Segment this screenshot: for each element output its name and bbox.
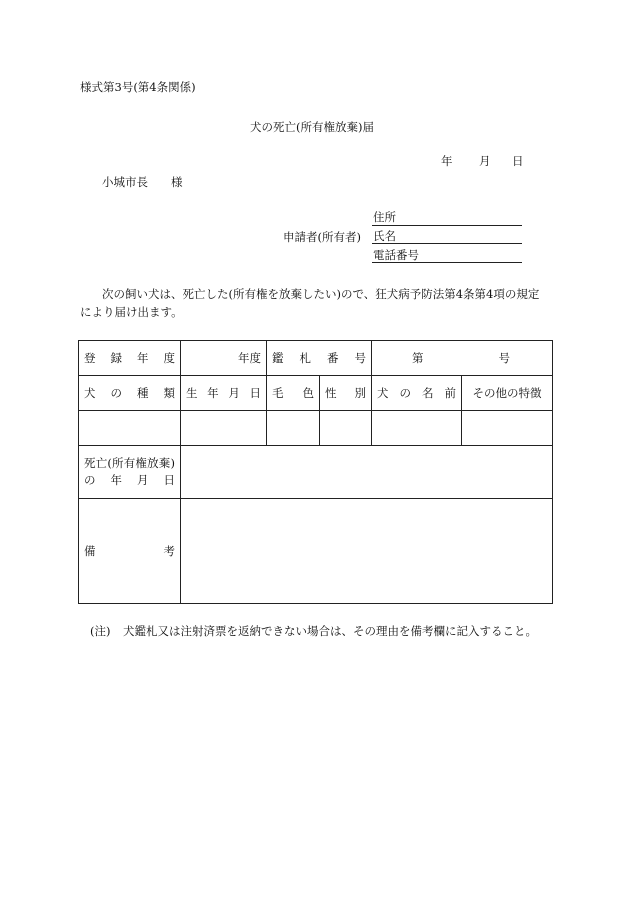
number-suffix: 号: [498, 351, 510, 365]
dog-name-header-char: 犬: [377, 386, 389, 400]
birthdate-header-char: 生: [186, 386, 198, 400]
sex-header-char: 性: [325, 386, 337, 400]
tag-number-input-cell[interactable]: [372, 341, 553, 376]
death-date-label: 死亡(所有権放棄)の年月日: [84, 456, 175, 487]
date-day-label: 日: [512, 154, 524, 168]
death-date-input-cell[interactable]: [181, 446, 553, 499]
name-label: 氏名: [373, 229, 396, 243]
body-text-line-2: により届け出ます。: [80, 305, 183, 319]
dog-name-header-cell: [372, 376, 462, 411]
phone-field-line[interactable]: [372, 262, 522, 263]
body-text-line-1: 次の飼い犬は、死亡した(所有権を放棄したい)ので、狂犬病予防法第4条第4項の規定: [102, 287, 540, 301]
phone-label: 電話番号: [373, 248, 419, 262]
coat-color-header-cell: [267, 376, 320, 411]
sex-input-cell[interactable]: [320, 411, 372, 446]
date-month-label: 月: [479, 154, 491, 168]
addressee-honorific: 様: [171, 175, 183, 189]
death-date-label-cell: [79, 446, 181, 499]
breed-input-cell[interactable]: [79, 411, 181, 446]
dog-name-input-cell[interactable]: [372, 411, 462, 446]
coat-color-header-char: 色: [302, 386, 314, 400]
remarks-label-char: 備: [84, 544, 96, 558]
other-features-input-cell[interactable]: [462, 411, 553, 446]
addressee-name: 小城市長: [102, 175, 148, 189]
registration-year-label-cell: [79, 341, 181, 376]
death-date-row: [79, 446, 553, 499]
document-title: 犬の死亡(所有権放棄)届: [250, 120, 374, 134]
form-number: 様式第3号(第4条関係): [80, 80, 196, 94]
sex-header-char: 別: [354, 386, 366, 400]
birthdate-input-cell[interactable]: [181, 411, 267, 446]
dog-name-header-char: 名: [422, 386, 434, 400]
tag-number-label-char: 番: [327, 351, 339, 365]
tag-number-label-char: 号: [354, 351, 366, 365]
breed-header-cell: [79, 376, 181, 411]
registration-row: [79, 341, 553, 376]
note-prefix: (注): [90, 624, 111, 638]
remarks-label-char: 考: [163, 544, 175, 558]
breed-header-char: 類: [163, 386, 175, 400]
coat-color-header-char: 毛: [272, 386, 284, 400]
remarks-label-cell: [79, 499, 181, 604]
birthdate-header-char: 日: [249, 386, 261, 400]
registration-year-label-char: 年: [137, 351, 149, 365]
sex-header-cell: [320, 376, 372, 411]
name-field-line[interactable]: [372, 243, 522, 244]
header-row: [79, 376, 553, 411]
birthdate-header-char: 月: [228, 386, 240, 400]
address-field-line[interactable]: [372, 225, 522, 226]
registration-year-input-cell[interactable]: [181, 341, 267, 376]
tag-number-label-cell: [267, 341, 372, 376]
breed-header-char: 犬: [84, 386, 96, 400]
tag-number-label-char: 鑑: [272, 351, 284, 365]
registration-year-label-char: 録: [110, 351, 122, 365]
remarks-input-cell[interactable]: [181, 499, 553, 604]
birthdate-header-char: 年: [207, 386, 219, 400]
applicant-label: 申請者(所有者): [283, 230, 361, 244]
note-text: 犬鑑札又は注射済票を返納できない場合は、その理由を備考欄に記入すること。: [123, 624, 537, 638]
birthdate-header-cell: [181, 376, 267, 411]
year-suffix: 年度: [238, 351, 261, 365]
coat-color-input-cell[interactable]: [267, 411, 320, 446]
dog-name-header-char: の: [399, 386, 411, 400]
number-prefix: 第: [412, 351, 424, 365]
breed-header-char: の: [110, 386, 122, 400]
dog-name-header-char: 前: [444, 386, 456, 400]
breed-header-char: 種: [137, 386, 149, 400]
remarks-row: [79, 499, 553, 604]
address-label: 住所: [373, 210, 396, 224]
other-features-header-cell: [462, 376, 553, 411]
tag-number-label-char: 札: [299, 351, 311, 365]
registration-year-label-char: 登: [84, 351, 96, 365]
dog-data-row: [79, 411, 553, 446]
registration-year-label-char: 度: [163, 351, 175, 365]
dog-info-table: [78, 340, 553, 604]
date-year-label: 年: [441, 154, 453, 168]
other-features-header: その他の特徴: [472, 386, 542, 400]
